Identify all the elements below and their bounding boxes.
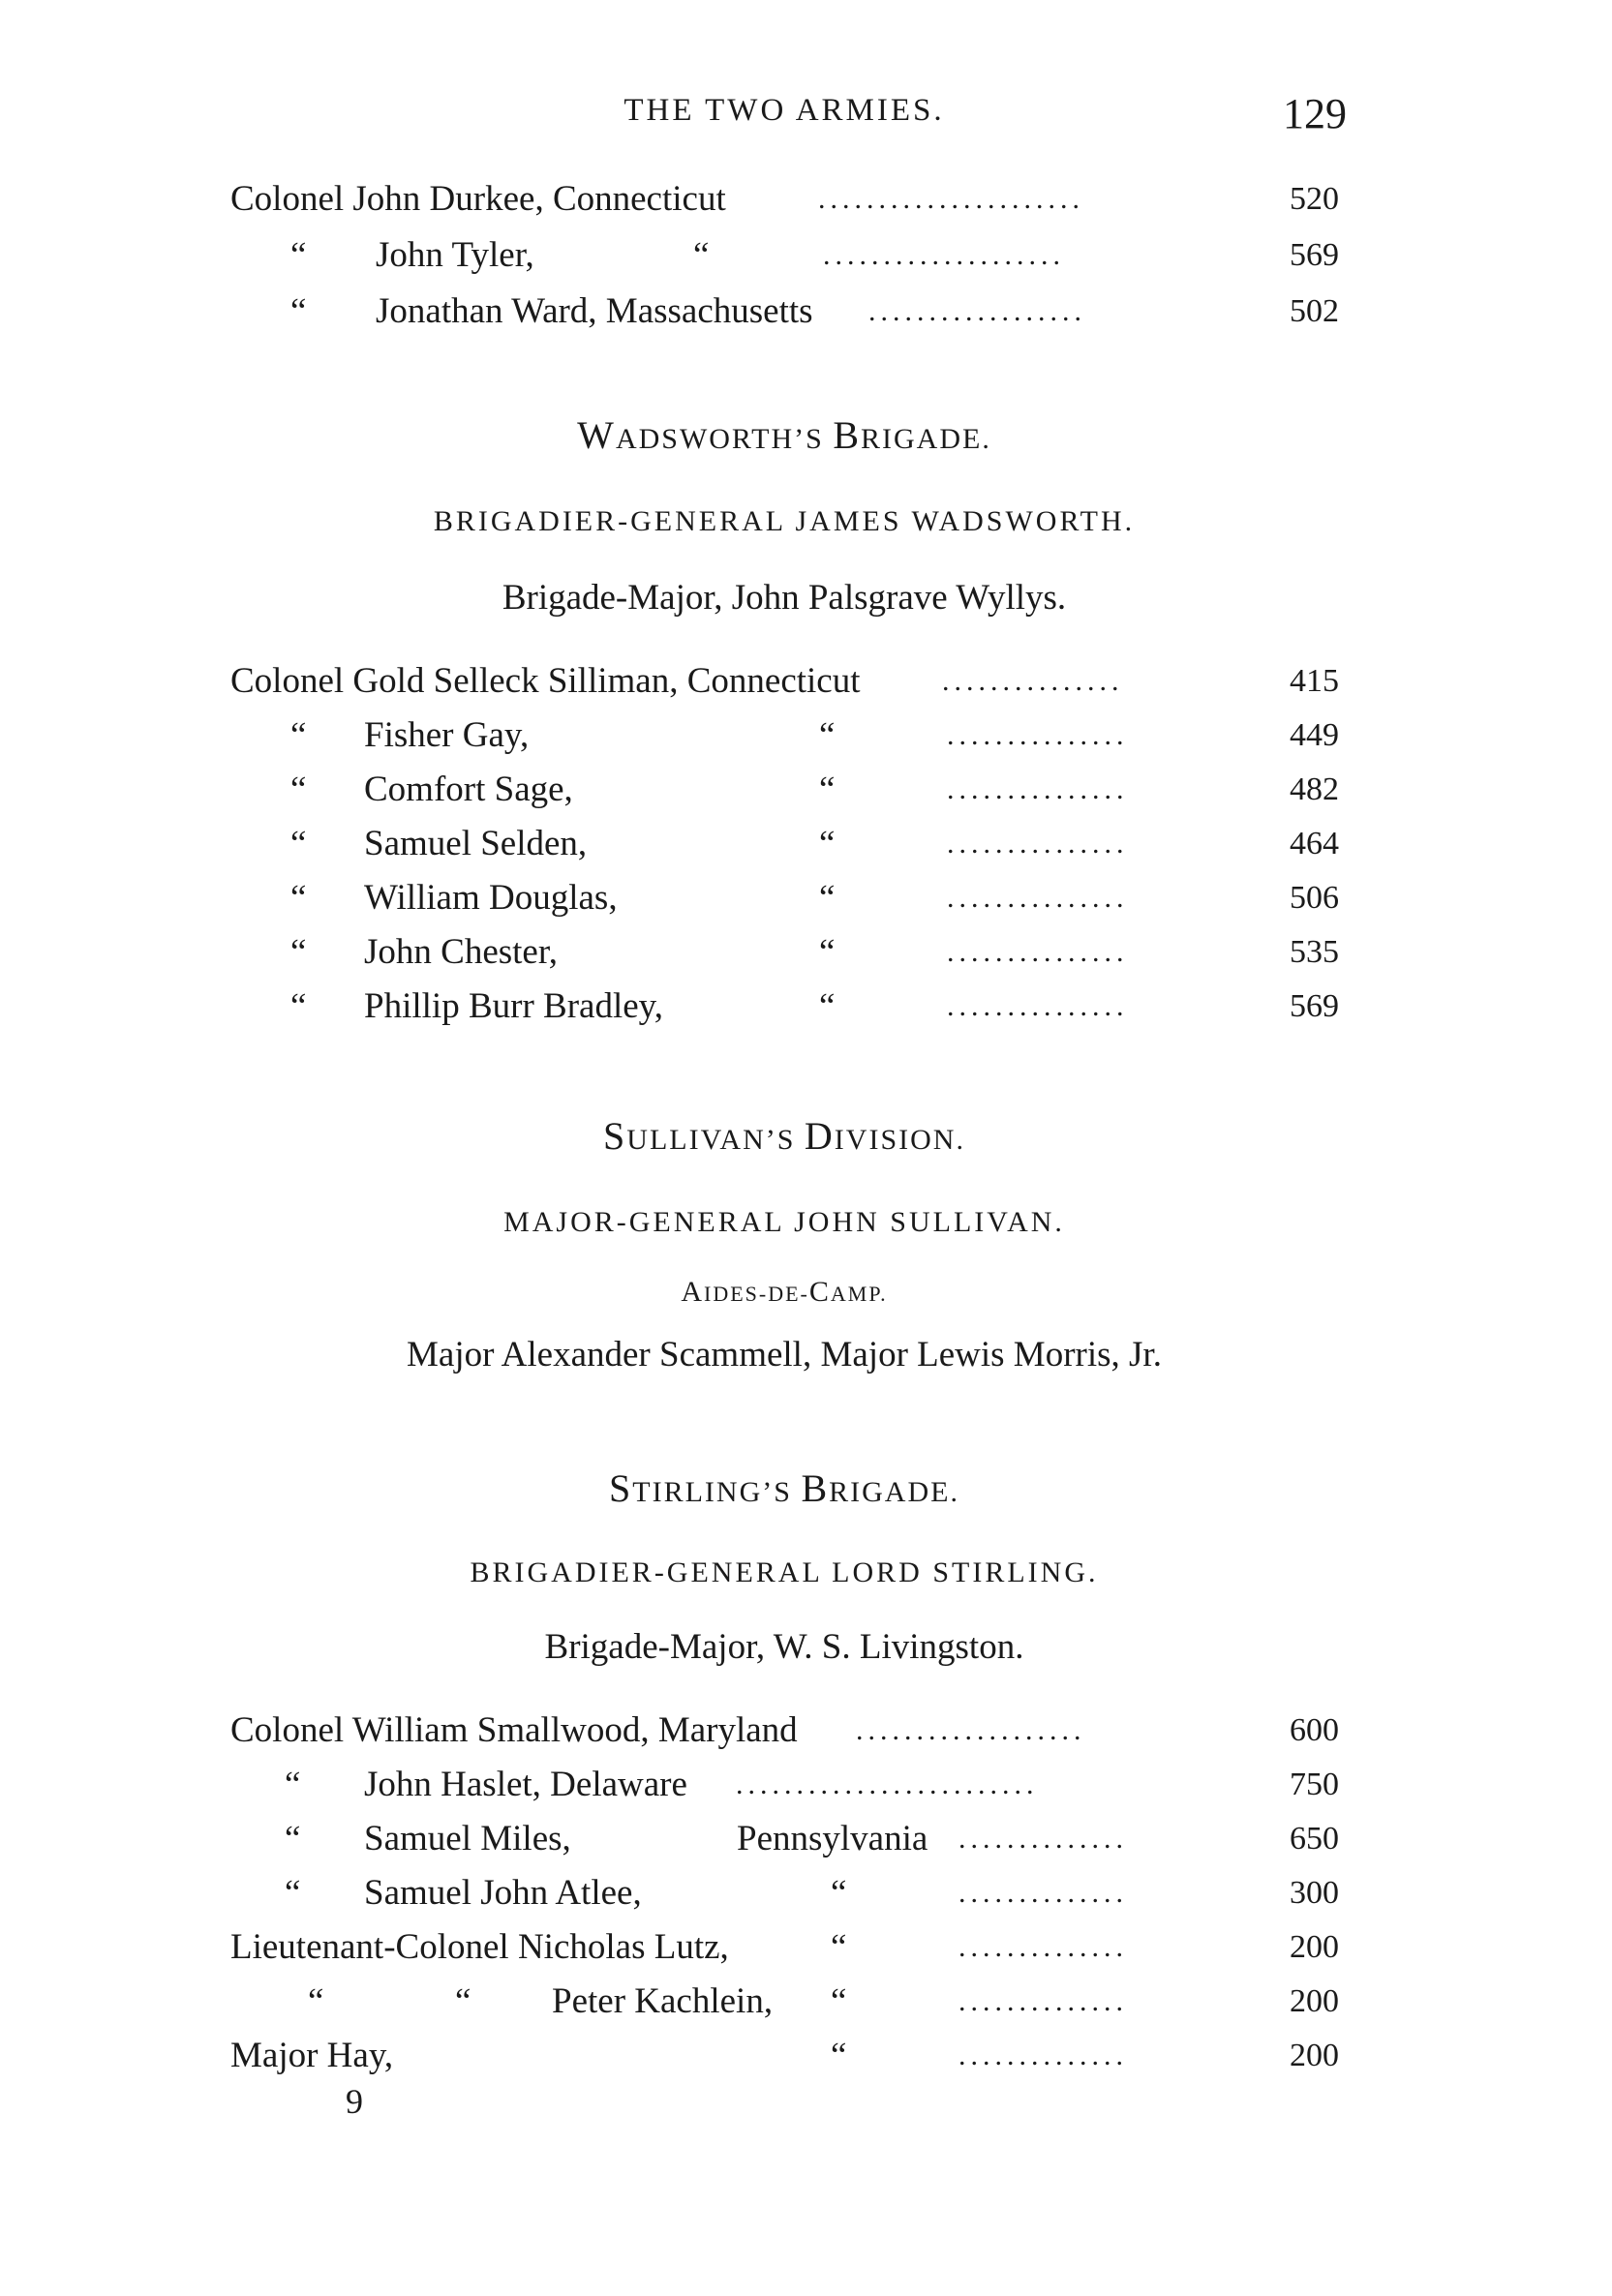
leader-dots: .............. bbox=[958, 1823, 1128, 1855]
ditto-mark: “ bbox=[290, 291, 307, 331]
ditto-mark: “ bbox=[693, 235, 710, 275]
regiment-name: Peter Kachlein, bbox=[552, 1981, 774, 2021]
strength-count: 600 bbox=[1290, 1712, 1339, 1748]
section-title: STIRLING’S BRIGADE. bbox=[609, 1466, 959, 1510]
strength-count: 464 bbox=[1290, 826, 1339, 861]
table-row bbox=[230, 656, 1339, 707]
ditto-mark: “ bbox=[819, 715, 836, 755]
section-title: SULLIVAN’S DIVISION. bbox=[603, 1114, 965, 1158]
regiment-name: Lieutenant-Colonel Nicholas Lutz, bbox=[230, 1927, 729, 1967]
regiment-name: Major Hay, bbox=[230, 2036, 394, 2075]
table-row bbox=[230, 2031, 1339, 2081]
leader-dots: ............... bbox=[947, 828, 1129, 860]
signature-mark: 9 bbox=[346, 2082, 363, 2121]
strength-count: 502 bbox=[1290, 293, 1339, 329]
strength-count: 650 bbox=[1290, 1821, 1339, 1857]
ditto-mark: “ bbox=[290, 824, 307, 863]
leader-dots: ...................... bbox=[818, 183, 1084, 215]
leader-dots: .............. bbox=[958, 1877, 1128, 1909]
ditto-mark: “ bbox=[455, 1981, 471, 2021]
ditto-mark: “ bbox=[831, 1981, 847, 2021]
ditto-mark: “ bbox=[290, 986, 307, 1026]
regiment-name: Samuel John Atlee, bbox=[364, 1873, 642, 1913]
ditto-mark: “ bbox=[819, 770, 836, 809]
table-row bbox=[230, 1868, 1339, 1918]
regiment-name: William Douglas, bbox=[364, 878, 618, 918]
leader-dots: ......................... bbox=[736, 1768, 1039, 1800]
table-row bbox=[230, 1814, 1339, 1864]
strength-count: 750 bbox=[1290, 1767, 1339, 1802]
staff-line: Brigade-Major, W. S. Livingston. bbox=[544, 1627, 1024, 1667]
state-name: Pennsylvania bbox=[737, 1819, 928, 1858]
aides-names: Major Alexander Scammell, Major Lewis Morris, Jr. bbox=[407, 1335, 1162, 1375]
ditto-mark: “ bbox=[819, 824, 836, 863]
strength-count: 569 bbox=[1290, 988, 1339, 1024]
ditto-mark: “ bbox=[819, 986, 836, 1026]
table-row bbox=[230, 873, 1339, 923]
regiment-name: Colonel John Durkee, Connecticut bbox=[230, 179, 726, 219]
regiment-name: Colonel Gold Selleck Silliman, Connecticut bbox=[230, 661, 861, 701]
leader-dots: ............... bbox=[947, 882, 1129, 914]
leader-dots: .............. bbox=[958, 1985, 1128, 2017]
ditto-mark: “ bbox=[819, 932, 836, 972]
ditto-mark: “ bbox=[831, 2036, 847, 2075]
aides-heading: AIDES-DE-CAMP. bbox=[681, 1276, 888, 1308]
regiment-name: Colonel William Smallwood, Maryland bbox=[230, 1710, 798, 1750]
ditto-mark: “ bbox=[831, 1873, 847, 1913]
table-row bbox=[230, 1706, 1339, 1756]
strength-count: 300 bbox=[1290, 1875, 1339, 1911]
table-row bbox=[230, 819, 1339, 869]
strength-count: 415 bbox=[1290, 663, 1339, 699]
table-row bbox=[230, 982, 1339, 1032]
regiment-name: John Tyler, bbox=[376, 235, 534, 275]
regiment-name: Samuel Miles, bbox=[364, 1819, 571, 1858]
leader-dots: ............... bbox=[947, 990, 1129, 1022]
table-row bbox=[230, 765, 1339, 815]
table-row bbox=[230, 230, 1339, 281]
leader-dots: .............. bbox=[958, 1931, 1128, 1963]
strength-count: 569 bbox=[1290, 237, 1339, 273]
commander-heading: MAJOR-GENERAL JOHN SULLIVAN. bbox=[503, 1206, 1065, 1238]
strength-count: 535 bbox=[1290, 934, 1339, 970]
ditto-mark: “ bbox=[308, 1981, 324, 2021]
regiment-name: John Haslet, Delaware bbox=[364, 1765, 687, 1804]
ditto-mark: “ bbox=[290, 770, 307, 809]
leader-dots: ............... bbox=[947, 719, 1129, 751]
staff-line: Brigade-Major, John Palsgrave Wyllys. bbox=[502, 578, 1067, 618]
table-row bbox=[230, 287, 1339, 337]
commander-heading: BRIGADIER-GENERAL JAMES WADSWORTH. bbox=[433, 505, 1136, 537]
strength-count: 482 bbox=[1290, 771, 1339, 807]
leader-dots: ................... bbox=[856, 1714, 1086, 1746]
table-row bbox=[230, 710, 1339, 761]
table-row bbox=[230, 174, 1339, 225]
table-row bbox=[230, 1977, 1339, 2027]
ditto-mark: “ bbox=[285, 1819, 301, 1858]
ditto-mark: “ bbox=[290, 932, 307, 972]
running-title: THE TWO ARMIES. bbox=[624, 93, 945, 128]
ditto-mark: “ bbox=[285, 1765, 301, 1804]
ditto-mark: “ bbox=[290, 878, 307, 918]
regiment-name: Comfort Sage, bbox=[364, 770, 573, 809]
ditto-mark: “ bbox=[285, 1873, 301, 1913]
section-title: WADSWORTH’S BRIGADE. bbox=[577, 413, 991, 457]
strength-count: 200 bbox=[1290, 1929, 1339, 1965]
commander-heading: BRIGADIER-GENERAL LORD STIRLING. bbox=[470, 1556, 1099, 1588]
table-row bbox=[230, 1922, 1339, 1973]
leader-dots: ............... bbox=[947, 936, 1129, 968]
leader-dots: .................... bbox=[823, 239, 1065, 271]
ditto-mark: “ bbox=[819, 878, 836, 918]
table-row bbox=[230, 927, 1339, 978]
ditto-mark: “ bbox=[290, 715, 307, 755]
leader-dots: .............. bbox=[958, 2039, 1128, 2071]
leader-dots: ............... bbox=[947, 773, 1129, 805]
leader-dots: .................. bbox=[868, 295, 1086, 327]
regiment-name: Phillip Burr Bradley, bbox=[364, 986, 663, 1026]
strength-count: 200 bbox=[1290, 1983, 1339, 2019]
table-row bbox=[230, 1760, 1339, 1810]
regiment-name: Fisher Gay, bbox=[364, 715, 530, 755]
page-number: 129 bbox=[1283, 90, 1347, 137]
regiment-name: Jonathan Ward, Massachusetts bbox=[376, 291, 813, 331]
strength-count: 200 bbox=[1290, 2038, 1339, 2073]
ditto-mark: “ bbox=[290, 235, 307, 275]
strength-count: 520 bbox=[1290, 181, 1339, 217]
ditto-mark: “ bbox=[831, 1927, 847, 1967]
leader-dots: ............... bbox=[942, 665, 1124, 697]
regiment-name: John Chester, bbox=[364, 932, 558, 972]
strength-count: 506 bbox=[1290, 880, 1339, 916]
strength-count: 449 bbox=[1290, 717, 1339, 753]
regiment-name: Samuel Selden, bbox=[364, 824, 588, 863]
